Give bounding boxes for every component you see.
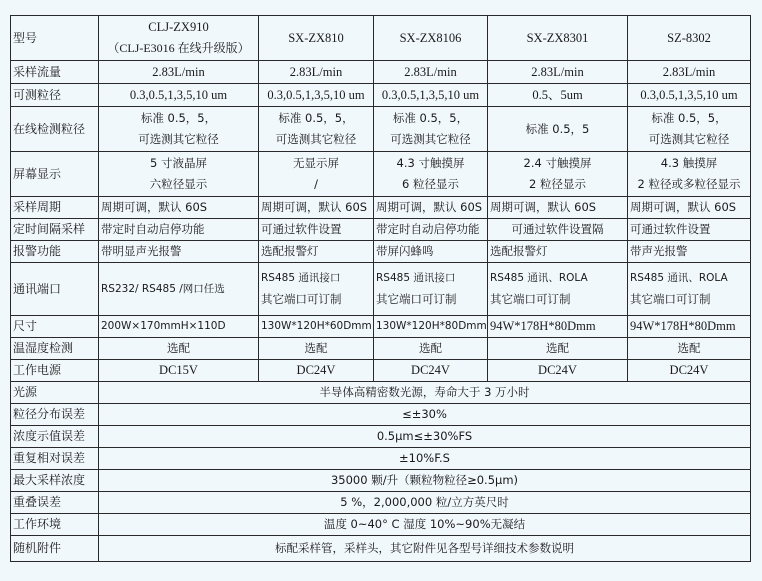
label-max-concentration: 最大采样浓度 <box>11 470 99 492</box>
row-size-distribution-error <box>11 404 751 426</box>
dimensions-cell: 130W*120H*80Dmm <box>374 316 488 338</box>
label-overlap-error: 重叠误差 <box>11 492 99 514</box>
row-concentration-error <box>11 426 751 448</box>
online-size-cell <box>374 107 488 152</box>
period-cell: 周期可调，默认 60S <box>374 197 488 219</box>
cell-line: 可选测其它粒径 <box>138 132 219 146</box>
temp-humidity-cell: 选配 <box>488 338 628 360</box>
concentration-error-value: 0.5μm≤±30%FS <box>99 426 751 448</box>
dimensions-cell: 94W*178H*80Dmm <box>628 316 751 338</box>
model-sz-8302: SZ-8302 <box>628 16 751 61</box>
row-display <box>11 152 751 197</box>
cell-line: 可选测其它粒径 <box>275 132 357 146</box>
cell-line: RS485 通讯接口 <box>376 272 456 284</box>
row-max-concentration <box>11 470 751 492</box>
cell-line: 标准 0.5，5， <box>278 111 354 125</box>
size-cell: 0.3,0.5,1,3,5,10 um <box>259 84 374 107</box>
power-cell: DC24V <box>374 360 488 382</box>
cell-line: 无显示屏 <box>293 156 339 170</box>
temp-humidity-cell: 选配 <box>628 338 751 360</box>
row-repeat-error <box>11 448 751 470</box>
label-environment: 工作环境 <box>11 514 99 536</box>
row-model <box>11 16 751 61</box>
size-cell: 0.3,0.5,1,3,5,10 um <box>99 84 259 107</box>
label-particle-size: 可测粒径 <box>11 84 99 107</box>
row-light-source <box>11 382 751 404</box>
row-overlap-error <box>11 492 751 514</box>
spec-table <box>10 15 751 562</box>
online-size-cell: 标准 0.5，5 <box>488 107 628 152</box>
display-cell <box>628 152 751 197</box>
label-display: 屏幕显示 <box>11 152 99 197</box>
dimensions-cell: 130W*120H*60Dmm <box>259 316 374 338</box>
max-concentration-value: 35000 颗/升（颗粒物粒径≥0.5μm) <box>99 470 751 492</box>
cell-line: 可选测其它粒径 <box>648 132 730 146</box>
period-cell: 周期可调，默认 60S <box>488 197 628 219</box>
row-environment <box>11 514 751 536</box>
interval-cell: 可通过软件设置 <box>628 219 751 241</box>
online-size-cell <box>628 107 751 152</box>
period-cell: 周期可调，默认 60S <box>259 197 374 219</box>
row-online-size <box>11 107 751 152</box>
cell-line: 5 寸液晶屏 <box>150 156 207 170</box>
display-cell <box>488 152 628 197</box>
cell-line: RS485 通讯、ROLA <box>490 272 588 284</box>
cell-line: 六粒径显示 <box>149 177 208 191</box>
row-comm-port <box>11 263 751 316</box>
flow-cell: 2.83L/min <box>99 61 259 84</box>
label-concentration-error: 浓度示值误差 <box>11 426 99 448</box>
alarm-cell: 选配报警灯 <box>488 241 628 263</box>
row-temp-humidity <box>11 338 751 360</box>
environment-value: 温度 0~40° C 湿度 10%~90%无凝结 <box>99 514 751 536</box>
row-power <box>11 360 751 382</box>
alarm-cell: 带声光报警 <box>628 241 751 263</box>
flow-cell: 2.83L/min <box>374 61 488 84</box>
row-flow <box>11 61 751 84</box>
period-cell: 周期可调，默认 60S <box>628 197 751 219</box>
power-cell: DC24V <box>259 360 374 382</box>
size-cell: 0.5、5um <box>488 84 628 107</box>
model-note: （CLJ-E3016 在线升级版） <box>107 41 250 55</box>
alarm-cell: 选配报警灯 <box>259 241 374 263</box>
cell-line: 标准 0.5，5， <box>140 111 217 125</box>
period-cell: 周期可调，默认 60S <box>99 197 259 219</box>
cell-line: 其它端口可订制 <box>261 292 342 306</box>
label-size-distribution-error: 粒径分布误差 <box>11 404 99 426</box>
label-light-source: 光源 <box>11 382 99 404</box>
cell-line: 其它端口可订制 <box>630 292 711 306</box>
temp-humidity-cell: 选配 <box>374 338 488 360</box>
interval-cell: 带定时自动启停功能 <box>374 219 488 241</box>
cell-line: RS485 通讯、ROLA <box>630 272 728 284</box>
model-clj-zx910 <box>99 16 259 61</box>
temp-humidity-cell: 选配 <box>259 338 374 360</box>
overlap-error-value: 5 %，2,000,000 粒/立方英尺时 <box>99 492 751 514</box>
display-cell <box>259 152 374 197</box>
display-cell <box>374 152 488 197</box>
label-comm-port: 通讯端口 <box>11 263 99 316</box>
cell-line: 标准 0.5，5， <box>392 111 469 125</box>
label-repeat-error: 重复相对误差 <box>11 448 99 470</box>
model-sx-zx810: SX-ZX810 <box>259 16 374 61</box>
label-online-size: 在线检测粒径 <box>11 107 99 152</box>
light-source-value: 半导体高精密数光源，寿命大于 3 万小时 <box>99 382 751 404</box>
interval-cell: 可通过软件设置隔 <box>488 219 628 241</box>
port-cell <box>628 263 751 316</box>
cell-line: / <box>314 177 318 191</box>
label-temp-humidity: 温湿度检测 <box>11 338 99 360</box>
accessories-value: 标配采样管，采样头，其它附件见各型号详细技术参数说明 <box>99 536 751 562</box>
cell-line: 其它端口可订制 <box>490 292 571 306</box>
label-model: 型号 <box>11 16 99 61</box>
model-sx-zx8301: SX-ZX8301 <box>488 16 628 61</box>
power-cell: DC24V <box>628 360 751 382</box>
alarm-cell: 带明显声光报警 <box>99 241 259 263</box>
cell-line: 4.3 触摸屏 <box>660 156 718 170</box>
row-accessories <box>11 536 751 562</box>
row-alarm <box>11 241 751 263</box>
cell-line: 其它端口可订制 <box>376 292 457 306</box>
online-size-cell <box>259 107 374 152</box>
label-flow: 采样流量 <box>11 61 99 84</box>
cell-line: 2.4 寸触摸屏 <box>523 156 592 170</box>
size-cell: 0.3,0.5,1,3,5,10 um <box>628 84 751 107</box>
model-sx-zx8106: SX-ZX8106 <box>374 16 488 61</box>
row-dimensions <box>11 316 751 338</box>
dimensions-cell: 200W×170mmH×110D <box>99 316 259 338</box>
cell-line: 4.3 寸触摸屏 <box>396 156 465 170</box>
interval-cell: 可通过软件设置 <box>259 219 374 241</box>
flow-cell: 2.83L/min <box>488 61 628 84</box>
label-dimensions: 尺寸 <box>11 316 99 338</box>
cell-line: 6 粒径显示 <box>402 177 459 191</box>
label-sampling-period: 采样周期 <box>11 197 99 219</box>
label-timed-interval: 定时间隔采样 <box>11 219 99 241</box>
power-cell: DC15V <box>99 360 259 382</box>
power-cell: DC24V <box>488 360 628 382</box>
model-name: CLJ-ZX910 <box>148 20 209 34</box>
size-distribution-error-value: ≤±30% <box>99 404 751 426</box>
label-alarm: 报警功能 <box>11 241 99 263</box>
dimensions-cell: 94W*178H*80Dmm <box>488 316 628 338</box>
port-cell <box>488 263 628 316</box>
repeat-error-value: ±10%F.S <box>99 448 751 470</box>
row-sampling-period <box>11 197 751 219</box>
flow-cell: 2.83L/min <box>259 61 374 84</box>
label-power: 工作电源 <box>11 360 99 382</box>
port-cell <box>259 263 374 316</box>
size-cell: 0.3,0.5,1,3,5,10 um <box>374 84 488 107</box>
cell-line: RS485 通讯接口 <box>261 272 341 284</box>
display-cell <box>99 152 259 197</box>
row-timed-interval <box>11 219 751 241</box>
port-cell: RS232/ RS485 /网口任选 <box>99 263 259 316</box>
temp-humidity-cell: 选配 <box>99 338 259 360</box>
interval-cell: 带定时自动启停功能 <box>99 219 259 241</box>
cell-line: 标准 0.5，5， <box>651 111 727 125</box>
flow-cell: 2.83L/min <box>628 61 751 84</box>
cell-line: 可选测其它粒径 <box>390 132 471 146</box>
cell-line: 2 粒径或多粒径显示 <box>637 177 741 191</box>
online-size-cell <box>99 107 259 152</box>
label-accessories: 随机附件 <box>11 536 99 562</box>
row-particle-size <box>11 84 751 107</box>
port-cell <box>374 263 488 316</box>
cell-line: 2 粒径显示 <box>529 177 586 191</box>
alarm-cell: 带屏闪蜂鸣 <box>374 241 488 263</box>
